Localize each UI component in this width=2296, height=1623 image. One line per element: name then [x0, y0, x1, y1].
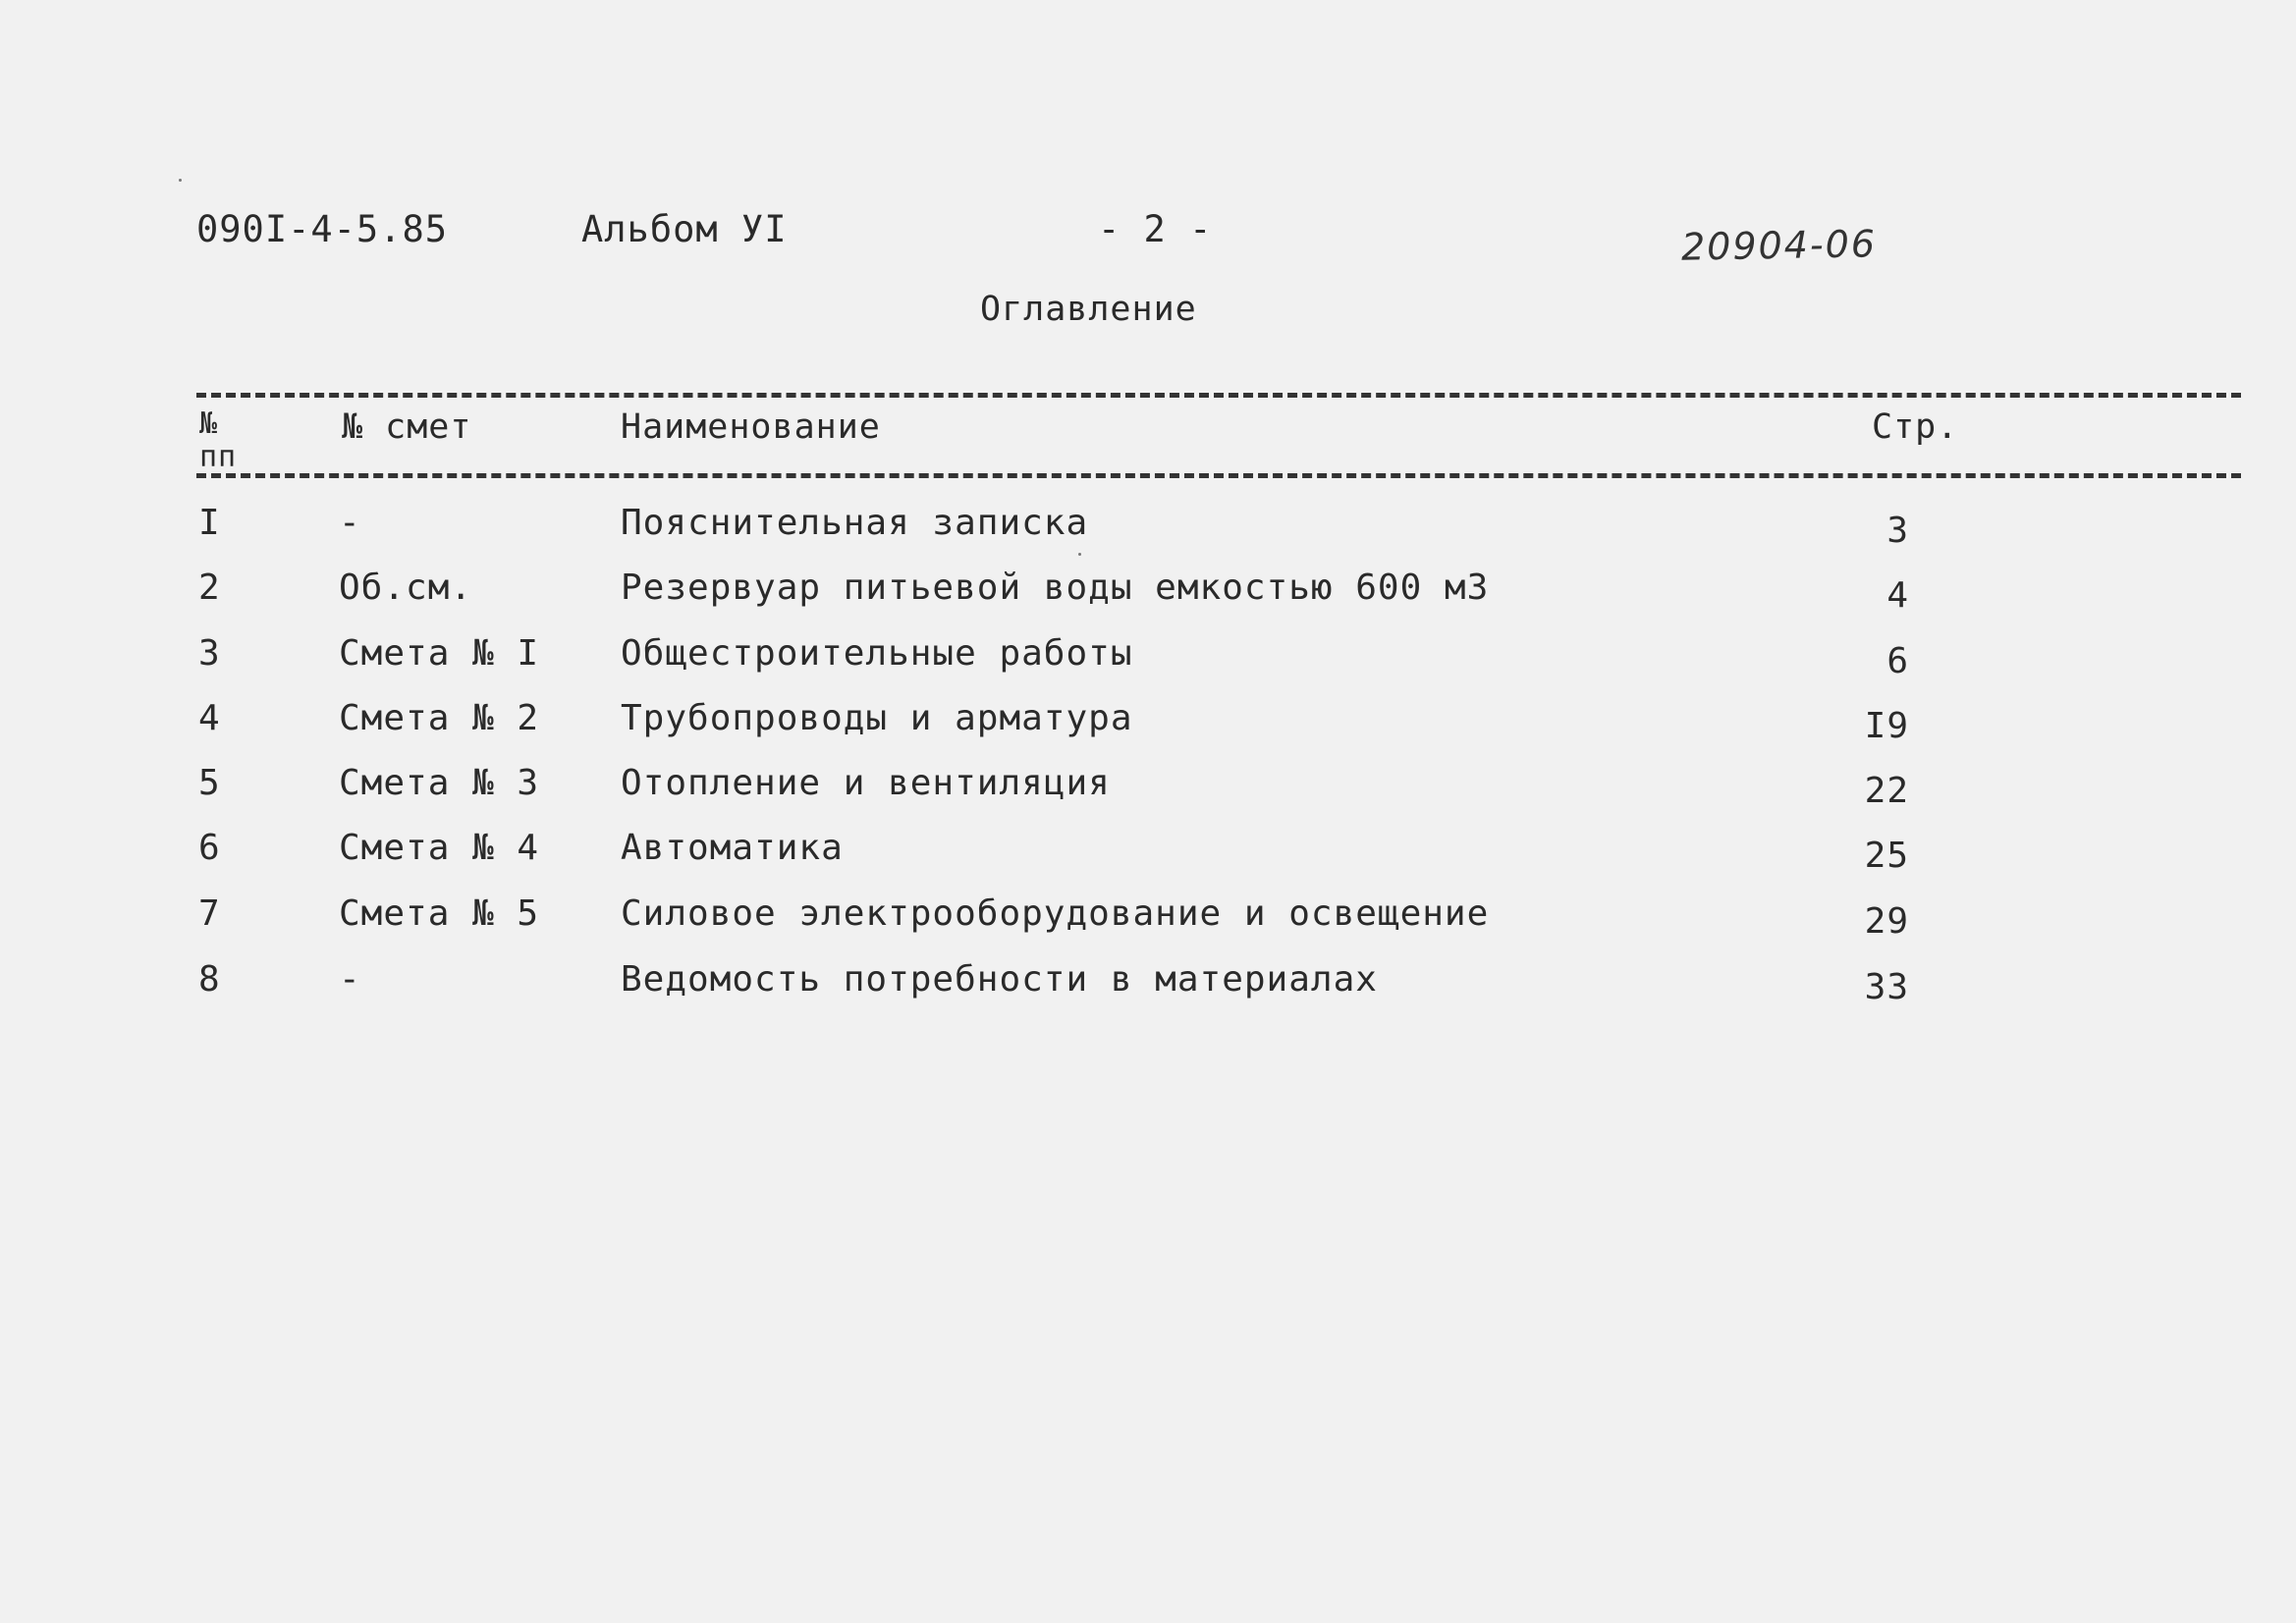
scan-speck — [1078, 553, 1081, 556]
row-page: 33 — [1864, 967, 1909, 1007]
handwritten-number: 20904-06 — [1680, 222, 1878, 269]
row-number: 2 — [198, 568, 221, 608]
table-row — [0, 503, 2296, 562]
row-number: 4 — [198, 698, 221, 738]
row-smeta: Смета № 3 — [339, 763, 540, 803]
column-header-name: Наименование — [621, 407, 881, 447]
row-name: Автоматика — [621, 828, 844, 868]
table-row — [0, 959, 2296, 1018]
row-page: 6 — [1886, 641, 1909, 681]
row-name: Силовое электрооборудование и освещение — [621, 893, 1490, 934]
album-label: Альбом УI — [581, 208, 788, 250]
row-smeta: Об.см. — [339, 568, 473, 608]
row-page: 29 — [1864, 901, 1909, 942]
table-row — [0, 633, 2296, 692]
row-page: 25 — [1864, 836, 1909, 876]
column-header-page: Стр. — [1872, 407, 1959, 447]
row-page: 3 — [1886, 511, 1909, 551]
column-header-number: № пп — [199, 406, 238, 474]
table-top-rule — [196, 393, 2241, 398]
row-smeta: Смета № 5 — [339, 893, 540, 934]
row-name: Трубопроводы и арматура — [621, 698, 1133, 738]
document-code: 090I-4-5.85 — [196, 208, 449, 250]
row-number: 6 — [198, 828, 221, 868]
row-smeta: Смета № 2 — [339, 698, 540, 738]
row-number: I — [198, 503, 221, 543]
row-name: Ведомость потребности в материалах — [621, 959, 1378, 1000]
table-row — [0, 893, 2296, 952]
row-page: I9 — [1864, 706, 1909, 746]
row-name: Пояснительная записка — [621, 503, 1089, 543]
page-number: - 2 - — [1098, 208, 1213, 250]
table-row — [0, 698, 2296, 757]
row-smeta: - — [339, 959, 361, 1000]
table-header-rule — [196, 473, 2241, 478]
row-smeta: Смета № 4 — [339, 828, 540, 868]
table-row — [0, 763, 2296, 822]
row-number: 8 — [198, 959, 221, 1000]
row-smeta: - — [339, 503, 361, 543]
row-name: Отопление и вентиляция — [621, 763, 1111, 803]
row-page: 4 — [1886, 575, 1909, 616]
row-number: 7 — [198, 893, 221, 934]
table-row — [0, 828, 2296, 887]
scan-speck — [179, 179, 182, 182]
row-smeta: Смета № I — [339, 633, 540, 674]
row-page: 22 — [1864, 771, 1909, 811]
row-number: 3 — [198, 633, 221, 674]
page-title: Оглавление — [980, 290, 1197, 329]
row-name: Общестроительные работы — [621, 633, 1133, 674]
row-name: Резервуар питьевой воды емкостью 600 м3 — [621, 568, 1490, 608]
row-number: 5 — [198, 763, 221, 803]
table-row — [0, 568, 2296, 626]
column-header-smeta: № смет — [342, 407, 472, 447]
